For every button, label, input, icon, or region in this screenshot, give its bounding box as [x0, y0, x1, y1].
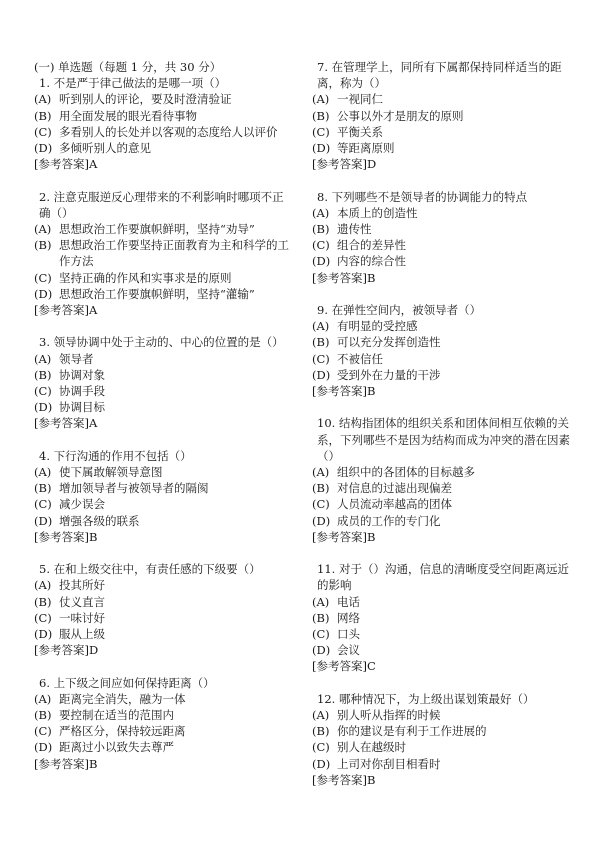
- question-stem: 7. 在管理学上，同所有下属都保持同样适当的距离，称为（）: [317, 60, 562, 91]
- reference-answer: [参考答案]B: [312, 384, 376, 399]
- option-label: (B): [312, 724, 330, 739]
- option-label: (D): [34, 400, 53, 415]
- answer-option: [312, 610, 570, 626]
- left-column: [34, 59, 292, 788]
- option-text: 组织中的各团体的目标越多: [337, 465, 475, 480]
- option-label: (D): [312, 141, 331, 156]
- option-label: (A): [34, 578, 52, 593]
- reference-answer: [参考答案]B: [312, 529, 376, 544]
- option-text: 思想政治工作要旗帜鲜明，坚持“灌输”: [59, 286, 255, 301]
- answer-option: [34, 480, 292, 496]
- option-text: 一视同仁: [337, 92, 383, 107]
- option-text: 本质上的创造性: [337, 205, 418, 220]
- option-label: (B): [34, 238, 52, 253]
- answer-option: [312, 205, 570, 221]
- reference-answer: [参考答案]D: [312, 157, 377, 172]
- option-label: (D): [34, 740, 53, 755]
- option-label: (A): [312, 594, 330, 609]
- answer-option: [34, 723, 292, 739]
- question-block: [312, 59, 570, 172]
- option-label: (A): [312, 465, 330, 480]
- option-text: 服从上级: [59, 627, 105, 642]
- option-text: 遗传性: [337, 222, 372, 237]
- option-text: 使下属敢解领导意图: [59, 465, 163, 480]
- question-block: [34, 448, 292, 545]
- option-label: (D): [34, 513, 53, 528]
- answer-option: [34, 399, 292, 415]
- option-label: (C): [34, 270, 52, 285]
- option-text: 对信息的过滤出现偏差: [337, 481, 452, 496]
- answer-option: [34, 140, 292, 156]
- question-block: [34, 561, 292, 658]
- answer-option: [312, 496, 570, 512]
- option-text: 增强各级的联系: [59, 513, 140, 528]
- question-stem: 10. 结构指团体的组织关系和团体间相互依赖的关系，下列哪些不是因为结构而成为冲突的潜在因素（）: [317, 416, 570, 463]
- answer-option: [312, 237, 570, 253]
- option-text: 不被信任: [337, 351, 383, 366]
- answer-option: [312, 626, 570, 642]
- option-text: 会议: [337, 643, 360, 658]
- option-label: (C): [312, 238, 330, 253]
- option-text: 人员流动率越高的团体: [337, 497, 452, 512]
- answer-option: [312, 351, 570, 367]
- option-label: (C): [34, 724, 52, 739]
- option-label: (A): [34, 222, 52, 237]
- answer-option: [312, 464, 570, 480]
- answer-option: [312, 318, 570, 334]
- option-label: (B): [34, 594, 52, 609]
- option-label: (B): [312, 481, 330, 496]
- option-text: 内容的综合性: [337, 254, 406, 269]
- option-text: 别人听从指挥的时候: [337, 708, 441, 723]
- option-text: 多看别人的长处并以客观的态度给人以评价: [59, 124, 278, 139]
- option-text: 一味讨好: [59, 610, 105, 625]
- option-text: 等距离原则: [337, 141, 395, 156]
- option-label: (B): [312, 222, 330, 237]
- answer-option: [34, 496, 292, 512]
- option-label: (D): [34, 627, 53, 642]
- option-label: (A): [312, 708, 330, 723]
- option-label: (B): [312, 610, 330, 625]
- answer-option: [34, 739, 292, 755]
- option-text: 有明显的受控感: [337, 319, 418, 334]
- answer-option: [312, 480, 570, 496]
- option-text: 坚持正确的作风和实事求是的原则: [59, 270, 232, 285]
- option-text: 距离过小以致失去尊严: [59, 740, 174, 755]
- reference-answer: [参考答案]B: [312, 772, 376, 787]
- option-label: (C): [312, 351, 330, 366]
- option-text: 上司对你刮目相看时: [337, 756, 441, 771]
- question-block: [34, 189, 292, 319]
- option-label: (B): [34, 708, 52, 723]
- option-text: 平衡关系: [337, 124, 383, 139]
- answer-option: [312, 367, 570, 383]
- option-text: 协调手段: [59, 384, 105, 399]
- question-stem: 5. 在和上级交往中，有责任感的下级要（）: [39, 562, 261, 577]
- option-text: 要控制在适当的范围内: [59, 708, 174, 723]
- option-label: (B): [34, 108, 52, 123]
- answer-option: [312, 707, 570, 723]
- answer-option: [34, 108, 292, 124]
- option-label: (C): [34, 124, 52, 139]
- question-block: [312, 415, 570, 545]
- question-stem: 3. 领导协调中处于主动的、中心的位置的是（）: [39, 335, 284, 350]
- answer-option: [312, 140, 570, 156]
- question-stem: 8. 下列哪些不是领导者的协调能力的特点: [317, 189, 528, 204]
- option-label: (D): [34, 286, 53, 301]
- option-text: 可以充分发挥创造性: [337, 335, 441, 350]
- question-block: [312, 691, 570, 788]
- option-label: (D): [312, 367, 331, 382]
- option-label: (B): [34, 367, 52, 382]
- question-stem: 1. 不是严于律己做法的是哪一项（）: [39, 76, 227, 91]
- option-label: (C): [34, 497, 52, 512]
- option-label: (B): [312, 108, 330, 123]
- answer-option: [34, 237, 292, 269]
- option-label: (A): [34, 691, 52, 706]
- option-label: (A): [312, 205, 330, 220]
- answer-option: [312, 513, 570, 529]
- answer-option: [312, 91, 570, 107]
- reference-answer: [参考答案]A: [34, 416, 98, 431]
- option-text: 协调对象: [59, 367, 105, 382]
- option-text: 口头: [337, 627, 360, 642]
- option-text: 听到别人的评论，要及时澄清验证: [59, 92, 232, 107]
- option-label: (A): [34, 351, 52, 366]
- reference-answer: [参考答案]B: [34, 756, 98, 771]
- option-text: 公事以外才是朋友的原则: [337, 108, 464, 123]
- answer-option: [34, 577, 292, 593]
- option-label: (A): [34, 465, 52, 480]
- answer-option: [34, 707, 292, 723]
- answer-option: [34, 626, 292, 642]
- answer-option: [34, 594, 292, 610]
- option-text: 严格区分，保持较远距离: [59, 724, 186, 739]
- reference-answer: [参考答案]A: [34, 303, 98, 318]
- option-label: (D): [312, 254, 331, 269]
- option-text: 协调目标: [59, 400, 105, 415]
- question-block: [34, 75, 292, 172]
- answer-option: [34, 610, 292, 626]
- option-label: (B): [312, 335, 330, 350]
- reference-answer: [参考答案]A: [34, 157, 98, 172]
- question-block: [34, 675, 292, 772]
- option-text: 你的建议是有利于工作进展的: [337, 724, 487, 739]
- option-text: 思想政治工作要坚持正面教育为主和科学的工作方法: [59, 238, 289, 269]
- option-label: (A): [312, 319, 330, 334]
- option-label: (D): [34, 141, 53, 156]
- option-label: (D): [312, 643, 331, 658]
- option-label: (C): [312, 627, 330, 642]
- option-text: 别人在越级时: [337, 740, 406, 755]
- answer-option: [34, 286, 292, 302]
- answer-option: [34, 513, 292, 529]
- option-label: (A): [312, 92, 330, 107]
- answer-option: [312, 642, 570, 658]
- answer-option: [34, 367, 292, 383]
- option-text: 思想政治工作要旗帜鲜明，坚持“劝导”: [59, 222, 255, 237]
- answer-option: [34, 351, 292, 367]
- option-text: 网络: [337, 610, 360, 625]
- reference-answer: [参考答案]B: [312, 270, 376, 285]
- answer-option: [34, 383, 292, 399]
- answer-option: [312, 221, 570, 237]
- answer-option: [34, 91, 292, 107]
- right-column: [312, 59, 570, 804]
- option-label: (C): [312, 124, 330, 139]
- option-text: 仗义直言: [59, 594, 105, 609]
- answer-option: [34, 124, 292, 140]
- option-label: (C): [34, 384, 52, 399]
- answer-option: [312, 594, 570, 610]
- question-block: [312, 302, 570, 399]
- option-label: (D): [312, 513, 331, 528]
- option-label: (C): [312, 740, 330, 755]
- option-text: 减少误会: [59, 497, 105, 512]
- answer-option: [312, 124, 570, 140]
- question-stem: 11. 对于（）沟通，信息的清晰度受空间距离远近的影响: [317, 562, 569, 593]
- option-label: (C): [34, 610, 52, 625]
- reference-answer: [参考答案]B: [34, 529, 98, 544]
- option-text: 投其所好: [59, 578, 105, 593]
- question-stem: 6. 上下级之间应如何保持距离（）: [39, 675, 215, 690]
- option-label: (D): [312, 756, 331, 771]
- option-text: 电话: [337, 594, 360, 609]
- option-text: 多倾听别人的意见: [59, 141, 151, 156]
- question-block: [312, 189, 570, 286]
- answer-option: [312, 108, 570, 124]
- answer-option: [312, 756, 570, 772]
- answer-option: [312, 253, 570, 269]
- reference-answer: [参考答案]D: [34, 643, 99, 658]
- option-label: (C): [312, 497, 330, 512]
- question-stem: 4. 下行沟通的作用不包括（）: [39, 448, 192, 463]
- option-text: 受到外在力量的干涉: [337, 367, 441, 382]
- answer-option: [34, 221, 292, 237]
- option-label: (A): [34, 92, 52, 107]
- answer-option: [34, 691, 292, 707]
- answer-option: [34, 270, 292, 286]
- option-text: 距离完全消失，融为一体: [59, 691, 186, 706]
- option-text: 成员的工作的专门化: [337, 513, 441, 528]
- question-block: [312, 561, 570, 674]
- option-label: (B): [34, 481, 52, 496]
- answer-option: [312, 739, 570, 755]
- question-block: [34, 334, 292, 431]
- reference-answer: [参考答案]C: [312, 659, 376, 674]
- question-stem: 9. 在弹性空间内，被领导者（）: [317, 303, 482, 318]
- option-text: 用全面发展的眼光看待事物: [59, 108, 197, 123]
- answer-option: [34, 464, 292, 480]
- question-stem: 12. 哪种情况下，为上级出谋划策最好（）: [317, 691, 535, 706]
- option-text: 组合的差异性: [337, 238, 406, 253]
- section-heading: (一) 单选题（每题 1 分，共 30 分）: [34, 60, 222, 74]
- option-text: 增加领导者与被领导者的隔阂: [59, 481, 209, 496]
- question-stem: 2. 注意克服逆反心理带来的不利影响时哪项不正确（）: [39, 189, 284, 220]
- option-text: 领导者: [59, 351, 94, 366]
- answer-option: [312, 334, 570, 350]
- answer-option: [312, 723, 570, 739]
